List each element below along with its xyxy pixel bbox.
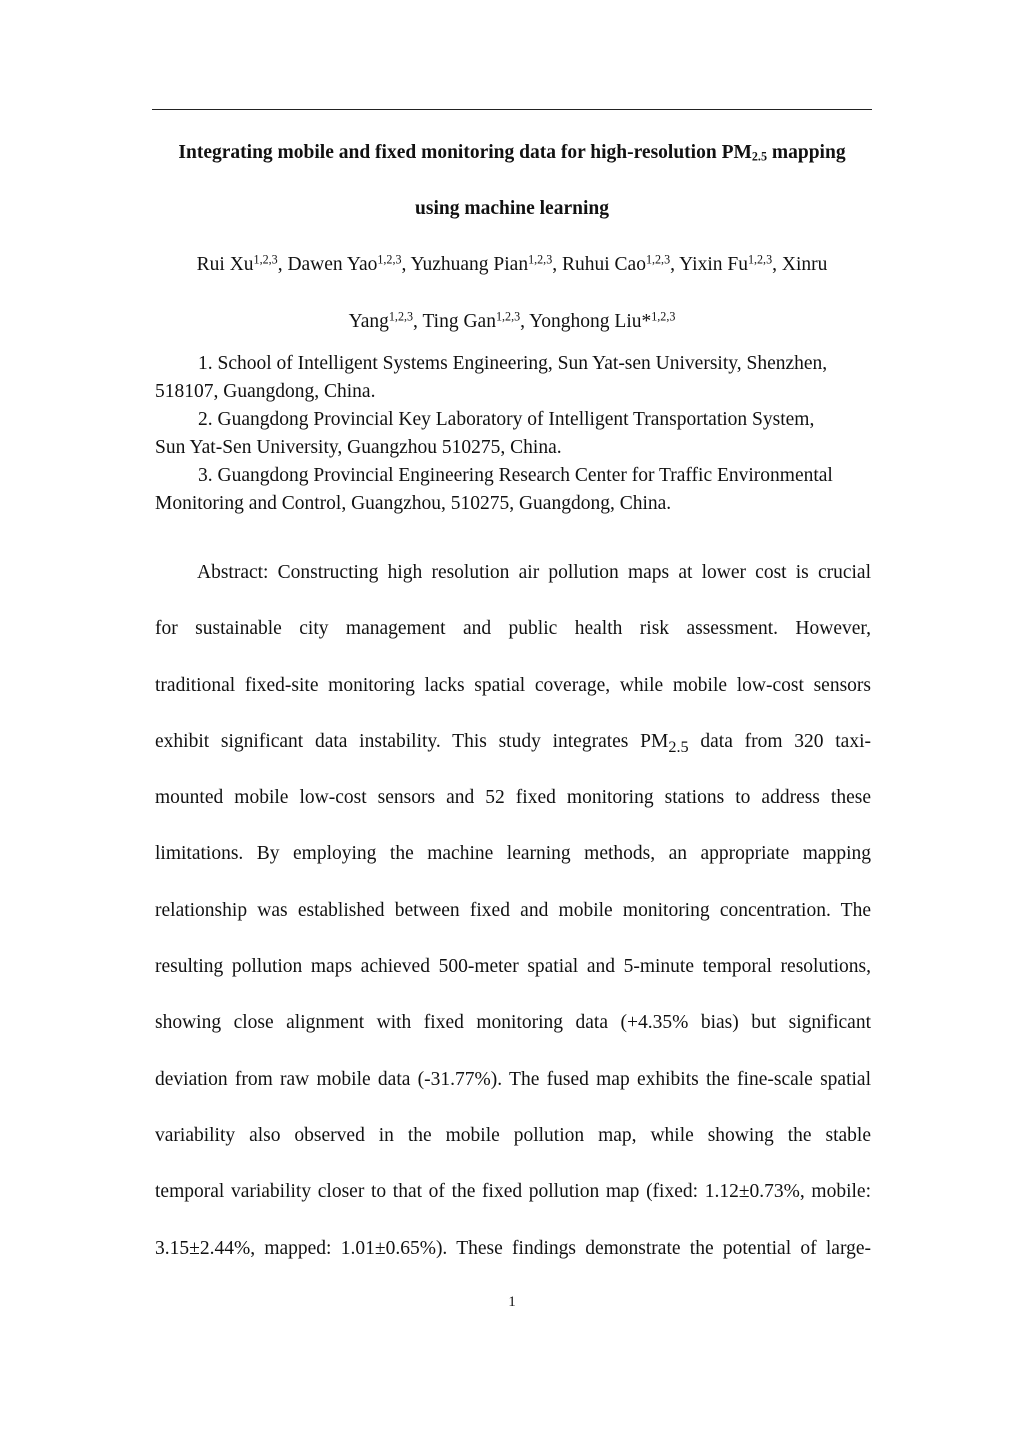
author-separator: , xyxy=(277,254,288,275)
abstract-line: for sustainable city management and public health risk assessment. However, xyxy=(155,618,871,640)
affiliation-2-line-2: Sun Yat-Sen University, Guangzhou 510275, China. xyxy=(155,437,562,458)
affiliation-list xyxy=(155,350,873,518)
author-list-line-1 xyxy=(152,253,872,277)
affiliation-1-line-2: 518107, Guangdong, China. xyxy=(155,381,376,402)
abstract-line: mounted mobile low-cost sensors and 52 fixed monitoring stations to address these xyxy=(155,787,871,809)
author-name: Ting Gan xyxy=(422,311,496,332)
paper-title-line-2: using machine learning xyxy=(415,198,609,219)
affiliation-2-line-1: 2. Guangdong Provincial Key Laboratory of Intelligent Transportation System, xyxy=(198,409,815,430)
abstract-line: resulting pollution maps achieved 500-meter spatial and 5-minute temporal resolutions, xyxy=(155,956,871,978)
author-affiliation-marker: 1,2,3 xyxy=(747,252,773,267)
title-text-end: mapping xyxy=(767,142,846,163)
abstract xyxy=(155,560,871,1292)
author-affiliation-marker: 1,2,3 xyxy=(377,252,402,267)
author-affiliation-marker: 1,2,3 xyxy=(495,309,521,324)
author-affiliation-marker: 1,2,3 xyxy=(528,252,553,267)
author-separator: , xyxy=(413,311,423,332)
author-affiliation-marker: 1,2,3 xyxy=(388,309,414,324)
abstract-line: 3.15±2.44%, mapped: 1.01±0.65%). These findings demonstrate the potential of large- xyxy=(155,1237,871,1259)
abstract-line-text: exhibit significant data instability. This study integrates PM xyxy=(155,730,669,752)
author-affiliation-marker: 1,2,3 xyxy=(651,309,676,324)
abstract-line: relationship was established between fixed and mobile monitoring concentration. The xyxy=(155,899,871,921)
abstract-line: traditional fixed-site monitoring lacks spatial coverage, while mobile low-cost sensors xyxy=(155,674,871,696)
abstract-line: Abstract: Constructing high resolution air pollution maps at lower cost is crucial xyxy=(197,562,871,583)
author-list-line-2 xyxy=(152,310,872,334)
author-name: Yixin Fu xyxy=(679,254,748,275)
abstract-line xyxy=(155,729,871,785)
abstract-line: showing close alignment with fixed monitoring data (+4.35% bias) but significant xyxy=(155,1012,871,1034)
author-name: Yuzhuang Pian xyxy=(410,254,529,275)
abstract-line-text: data from 320 taxi- xyxy=(688,730,871,752)
author-name: Yonghong Liu* xyxy=(529,311,652,332)
abstract-line: deviation from raw mobile data (-31.77%). The fused map exhibits the fine-scale spatial xyxy=(155,1068,871,1090)
header-rule xyxy=(152,109,872,110)
author-name: Yang xyxy=(348,311,389,332)
title-subscript: 2.5 xyxy=(751,149,767,164)
pm-subscript: 2.5 xyxy=(668,737,689,756)
author-separator: , xyxy=(552,254,562,275)
author-name: Dawen Yao xyxy=(287,254,378,275)
abstract-line: limitations. By employing the machine learning methods, an appropriate mapping xyxy=(155,843,871,865)
author-affiliation-marker: 1,2,3 xyxy=(645,252,671,267)
author-name: Rui Xu xyxy=(196,254,254,275)
author-affiliation-marker: 1,2,3 xyxy=(253,252,278,267)
paper-title-line-1 xyxy=(152,141,872,165)
author-separator: , xyxy=(520,311,530,332)
abstract-line: temporal variability closer to that of the fixed pollution map (fixed: 1.12±0.73%, mobile: xyxy=(155,1181,871,1203)
page-number: 1 xyxy=(508,1294,516,1310)
title-text: Integrating mobile and fixed monitoring data for high-resolution PM xyxy=(178,142,752,163)
author-separator: , xyxy=(670,254,680,275)
abstract-line: variability also observed in the mobile pollution map, while showing the stable xyxy=(155,1124,871,1146)
affiliation-1-line-1: 1. School of Intelligent Systems Engineering, Sun Yat-sen University, Shenzhen, xyxy=(198,353,828,374)
affiliation-3-line-1: 3. Guangdong Provincial Engineering Research Center for Traffic Environmental xyxy=(198,465,833,486)
author-name: Ruhui Cao xyxy=(561,254,646,275)
affiliation-3-line-2: Monitoring and Control, Guangzhou, 510275, Guangdong, China. xyxy=(155,493,672,514)
author-separator: , xyxy=(401,254,411,275)
author-separator: , Xinru xyxy=(772,254,828,275)
